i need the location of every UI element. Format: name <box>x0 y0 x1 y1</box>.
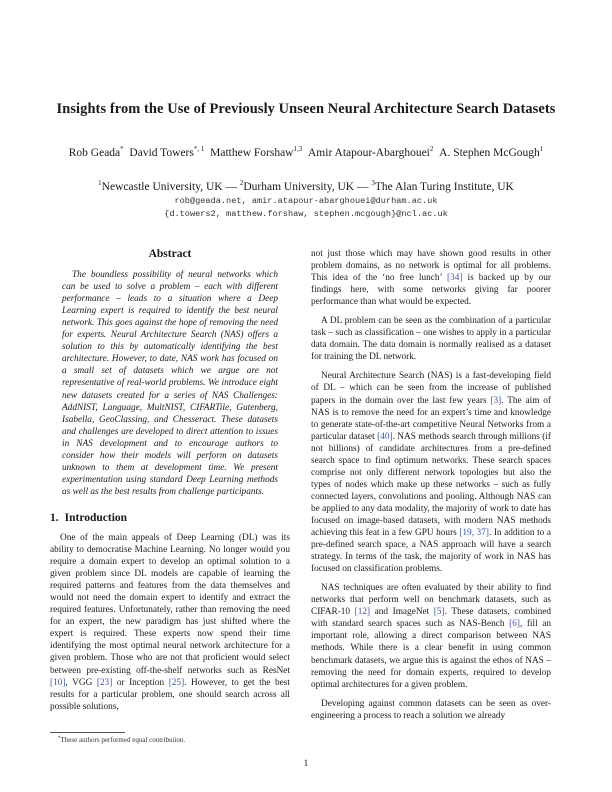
author-affiliation-mark: 1 <box>539 145 544 153</box>
abstract-heading: Abstract <box>148 248 192 260</box>
section-heading-introduction <box>50 512 290 524</box>
citation-link[interactable]: [5] <box>433 607 445 618</box>
author-affiliation-mark: *, 1 <box>193 145 205 153</box>
affiliation-name: Durham University, UK — <box>243 181 372 193</box>
email-line-2: {d.towers2, matthew.forshaw, stephen.mcgough}@ncl.ac.uk <box>164 209 448 219</box>
citation-link[interactable]: [40] <box>377 431 393 442</box>
body-paragraph: Developing against common datasets can be seen as over-engineering a process to reach a solution we already <box>311 698 551 721</box>
email-line-1: rob@geada.net, amir.atapour-abarghouei@durham.ac.uk <box>174 196 438 206</box>
footnote-rule <box>50 732 125 733</box>
citation-link[interactable]: [19, 37] <box>459 528 489 539</box>
page-number: 1 <box>303 759 309 769</box>
citation-link[interactable]: [25] <box>168 677 185 688</box>
body-paragraph: A DL problem can be seen as the combination of a particular task – such as classification – one wishes to apply in a particular data domain. The data domain is normally realised as a dataset for training the DL network. <box>311 316 551 363</box>
author-name: A. Stephen McGough <box>439 147 540 159</box>
author-affiliation-mark: 2 <box>429 145 434 153</box>
author-name: David Towers <box>129 147 194 159</box>
citation-link[interactable]: [3] <box>490 395 502 406</box>
body-paragraph: not just those which may have shown good results in other problem domains, as no network is optimal for all problems. This idea of the ‘no free lunch’ [34] is backed up by our findings here, with some networks giving far poorer performance than what would be expected. <box>311 249 551 308</box>
body-paragraph: NAS techniques are often evaluated by their ability to find networks that perform well on benchmark datasets, such as CIFAR-10 [12] and ImageNet [5]. These datasets, combined with standard search spaces such as NAS-Bench [6], fill an important role, allowing a direct comparison between NAS methods. While there is a clear benefit in using common benchmark datasets, we argue this is against the ethos of NAS – removing the need for domain experts, required to develop optimal architectures for a given problem. <box>311 583 551 690</box>
footnote <box>58 736 185 744</box>
citation-link[interactable]: [12] <box>354 607 371 618</box>
body-paragraph: Neural Architecture Search (NAS) is a fast-developing field of DL – which can be seen from the increase of published papers in the domain over the last few years [3]. The aim of NAS is to remove the need for an expert’s time and knowledge to generate state-of-the-art competitive Neural Networks from a particular dataset [40]. NAS methods search through millions (if not billions) of candidate architectures from a pre-defined search space to find optimum networks. These search spaces comprise not only different network topologies but also the types of nodes which make up these networks – such as fully connected layers, convolutions and pooling. Although NAS can be applied to any data modality, the majority of work to date has focused on image-based datasets, with modern NAS methods achieving this feat in a few GPU hours [19, 37]. In addition to a pre-defined search space, a NAS approach will have a search strategy. In terms of the task, the majority of work in NAS has focused on classification problems. <box>311 371 551 575</box>
affiliation-mark: 2 <box>239 179 244 187</box>
left-column <box>50 248 290 720</box>
author-name: Rob Geada <box>68 147 121 159</box>
right-body-text <box>311 248 551 722</box>
author-list <box>30 145 582 159</box>
citation-link[interactable]: [6] <box>509 619 520 630</box>
affiliation-name: Newcastle University, UK — <box>101 181 240 193</box>
author-name: Amir Atapour-Abarghouei <box>308 147 430 159</box>
section-title: Introduction <box>64 511 128 524</box>
paper-title: Insights from the Use of Previously Unseen Neural Architecture Search Datasets <box>56 101 556 117</box>
affiliations <box>40 179 572 193</box>
citation-link[interactable]: [34] <box>447 273 463 284</box>
left-body-text <box>50 532 290 713</box>
body-paragraph: One of the main appeals of Deep Learning (DL) was its ability to democratise Machine Learning. No longer would you require a domain expert to develop an optimal solution to a given problem since DL models are capable of learning the required patterns and features from the data themselves and would not need the domain expert to identify and extract the required features. Unfortunately, rather than removing the need for an expert, the new paradigm has just shifted where the expert is required. These experts now spend their time identifying the most optimal neural network architecture for a given problem. Those who are not that proficient would select between pre-existing off-the-shelf networks such as ResNet [10], VGG [23] or Inception [25]. However, to get the best results for a particular problem, one should search across all possible solutions, <box>50 532 290 712</box>
right-column <box>311 248 551 729</box>
affiliation-mark: 3 <box>371 179 375 187</box>
footnote-text: These authors performed equal contribution. <box>60 736 186 744</box>
author-name: Matthew Forshaw <box>210 147 294 159</box>
author-affiliation-mark: 1,3 <box>293 145 303 153</box>
section-number: 1. <box>50 511 59 524</box>
citation-link[interactable]: [10] <box>50 677 66 688</box>
citation-link[interactable]: [23] <box>96 677 113 688</box>
author-affiliation-mark: * <box>120 145 124 153</box>
footnote-mark: * <box>58 736 61 741</box>
affiliation-name: The Alan Turing Institute, UK <box>374 181 514 193</box>
affiliation-mark: 1 <box>98 179 102 187</box>
abstract-text: The boundless possibility of neural networks which can be used to solve a problem – each with different performance – leads to a situation where a Deep Learning expert is required to identify the best neural network. This goes against the hope of removing the need for experts. Neural Architecture Search (NAS) offers a solution to this by automatically identifying the best architecture. However, to date, NAS work has focused on a small set of datasets which we argue are not representative of real-world problems. We introduce eight new datasets created for a series of NAS Challenges: AddNIST, Language, MultNIST, CIFARTile, Gutenberg, Isabella, GeoClassing, and Chesseract. These datasets and challenges are developed to direct attention to issues in NAS development and to encourage authors to consider how their models will perform on datasets unknown to them at development time. We present experimentation using standard Deep Learning methods as well as the best results from challenge participants. <box>62 270 278 497</box>
